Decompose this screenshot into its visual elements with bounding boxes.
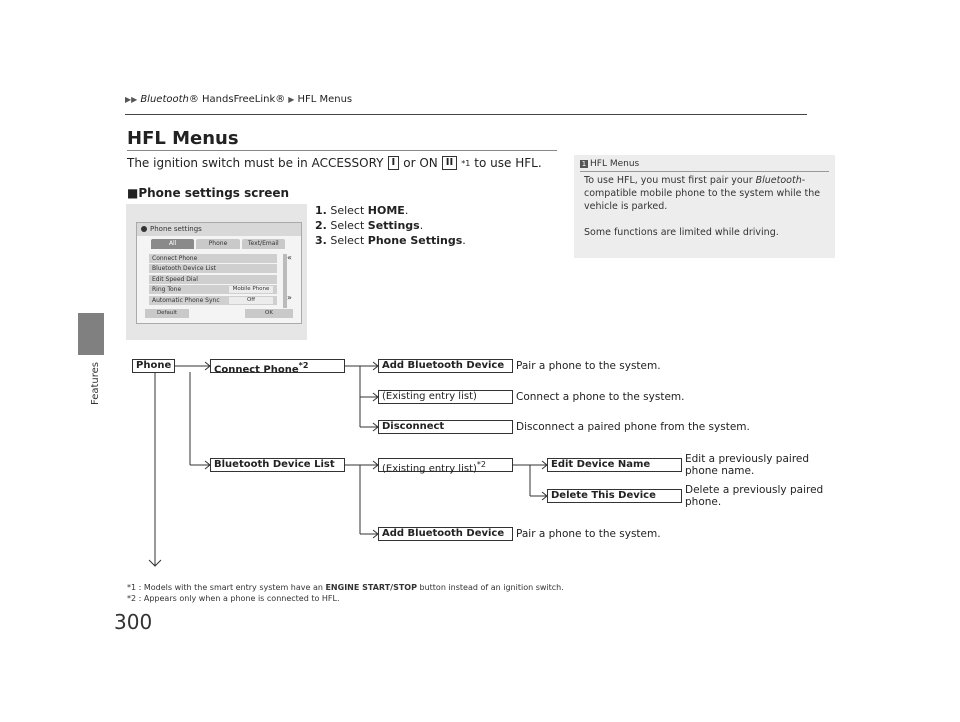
ok-button[interactable]: OK bbox=[245, 309, 293, 318]
breadcrumb-item-bluetooth[interactable]: Bluetooth® HandsFreeLink® bbox=[140, 94, 286, 105]
intro-text: The ignition switch must be in ACCESSORY I or ON II *1 to use HFL. bbox=[127, 156, 542, 170]
default-button[interactable]: Default bbox=[145, 309, 189, 318]
menu-add-bluetooth-device: Add Bluetooth Device bbox=[378, 527, 513, 541]
menu-desc: Disconnect a paired phone from the system. bbox=[516, 421, 750, 433]
footnote-2: *2 : Appears only when a phone is connected to HFL. bbox=[127, 594, 340, 603]
sync-value: Off bbox=[229, 297, 273, 304]
scroll-down-icon[interactable]: » bbox=[287, 293, 292, 302]
menu-edit-device-name: Edit Device Name bbox=[547, 458, 682, 472]
key-on: II bbox=[442, 156, 457, 170]
section-label: Features bbox=[90, 362, 101, 405]
scroll-up-icon[interactable]: « bbox=[287, 253, 292, 262]
tab-text-email[interactable]: Text/Email bbox=[242, 239, 285, 249]
tab-all[interactable]: All bbox=[151, 239, 194, 249]
page-number: 300 bbox=[114, 610, 153, 634]
step-item: 2. Select Settings. bbox=[315, 219, 424, 232]
tab-phone[interactable]: Phone bbox=[196, 239, 239, 249]
section-subheading: ■Phone settings screen bbox=[127, 186, 290, 200]
breadcrumb-arrow-icon: ▶▶ bbox=[125, 95, 138, 104]
footnotes bbox=[127, 582, 564, 604]
menu-connect-phone: Connect Phone$^{*2}$ bbox=[210, 359, 345, 373]
menu-disconnect: Disconnect bbox=[378, 420, 513, 434]
footnote-ref: *1 bbox=[461, 158, 471, 168]
list-item[interactable]: Connect Phone bbox=[149, 254, 277, 263]
menu-delete-this-device: Delete This Device bbox=[547, 489, 682, 503]
footnote-1: *1 : Models with the smart entry system have an ENGINE START/STOP button instead of an ignition switch. bbox=[127, 583, 564, 592]
list-item[interactable]: Automatic Phone Sync Off bbox=[149, 296, 277, 305]
menu-existing-entry-list: (Existing entry list) bbox=[378, 390, 513, 404]
menu-desc: Pair a phone to the system. bbox=[516, 528, 661, 540]
list-item[interactable]: Ring Tone Mobile Phone bbox=[149, 285, 277, 294]
menu-desc: Connect a phone to the system. bbox=[516, 391, 685, 403]
menu-bluetooth-device-list: Bluetooth Device List bbox=[210, 458, 345, 472]
step-item: 1. Select HOME. bbox=[315, 204, 409, 217]
menu-desc: Pair a phone to the system. bbox=[516, 360, 661, 372]
menu-desc: Delete a previously paired phone. bbox=[685, 484, 824, 508]
menu-existing-entry-list: (Existing entry list)$^{*2}$ bbox=[378, 458, 513, 472]
page-title: HFL Menus bbox=[127, 128, 239, 149]
breadcrumb-arrow-icon: ▶ bbox=[288, 95, 295, 104]
menu-add-bluetooth-device: Add Bluetooth Device bbox=[378, 359, 513, 373]
note-heading: 1 HFL Menus bbox=[581, 159, 640, 169]
menu-desc: Edit a previously paired phone name. bbox=[685, 453, 810, 477]
list-item[interactable]: Bluetooth Device List bbox=[149, 264, 277, 273]
menu-phone: Phone bbox=[132, 359, 175, 373]
list-item[interactable]: Edit Speed Dial bbox=[149, 275, 277, 284]
ring-tone-value: Mobile Phone bbox=[229, 286, 273, 293]
note-badge: 1 bbox=[581, 160, 587, 168]
key-accessory: I bbox=[388, 156, 400, 170]
screen-title: Phone settings bbox=[137, 223, 301, 236]
step-item: 3. Select Phone Settings. bbox=[315, 234, 466, 247]
breadcrumb-item-hfl-menus[interactable]: HFL Menus bbox=[297, 94, 353, 105]
note-text: To use HFL, you must first pair your Bluetooth-compatible mobile phone to the system while the vehicle is parked. Some functions are limited while driving. bbox=[584, 175, 821, 238]
